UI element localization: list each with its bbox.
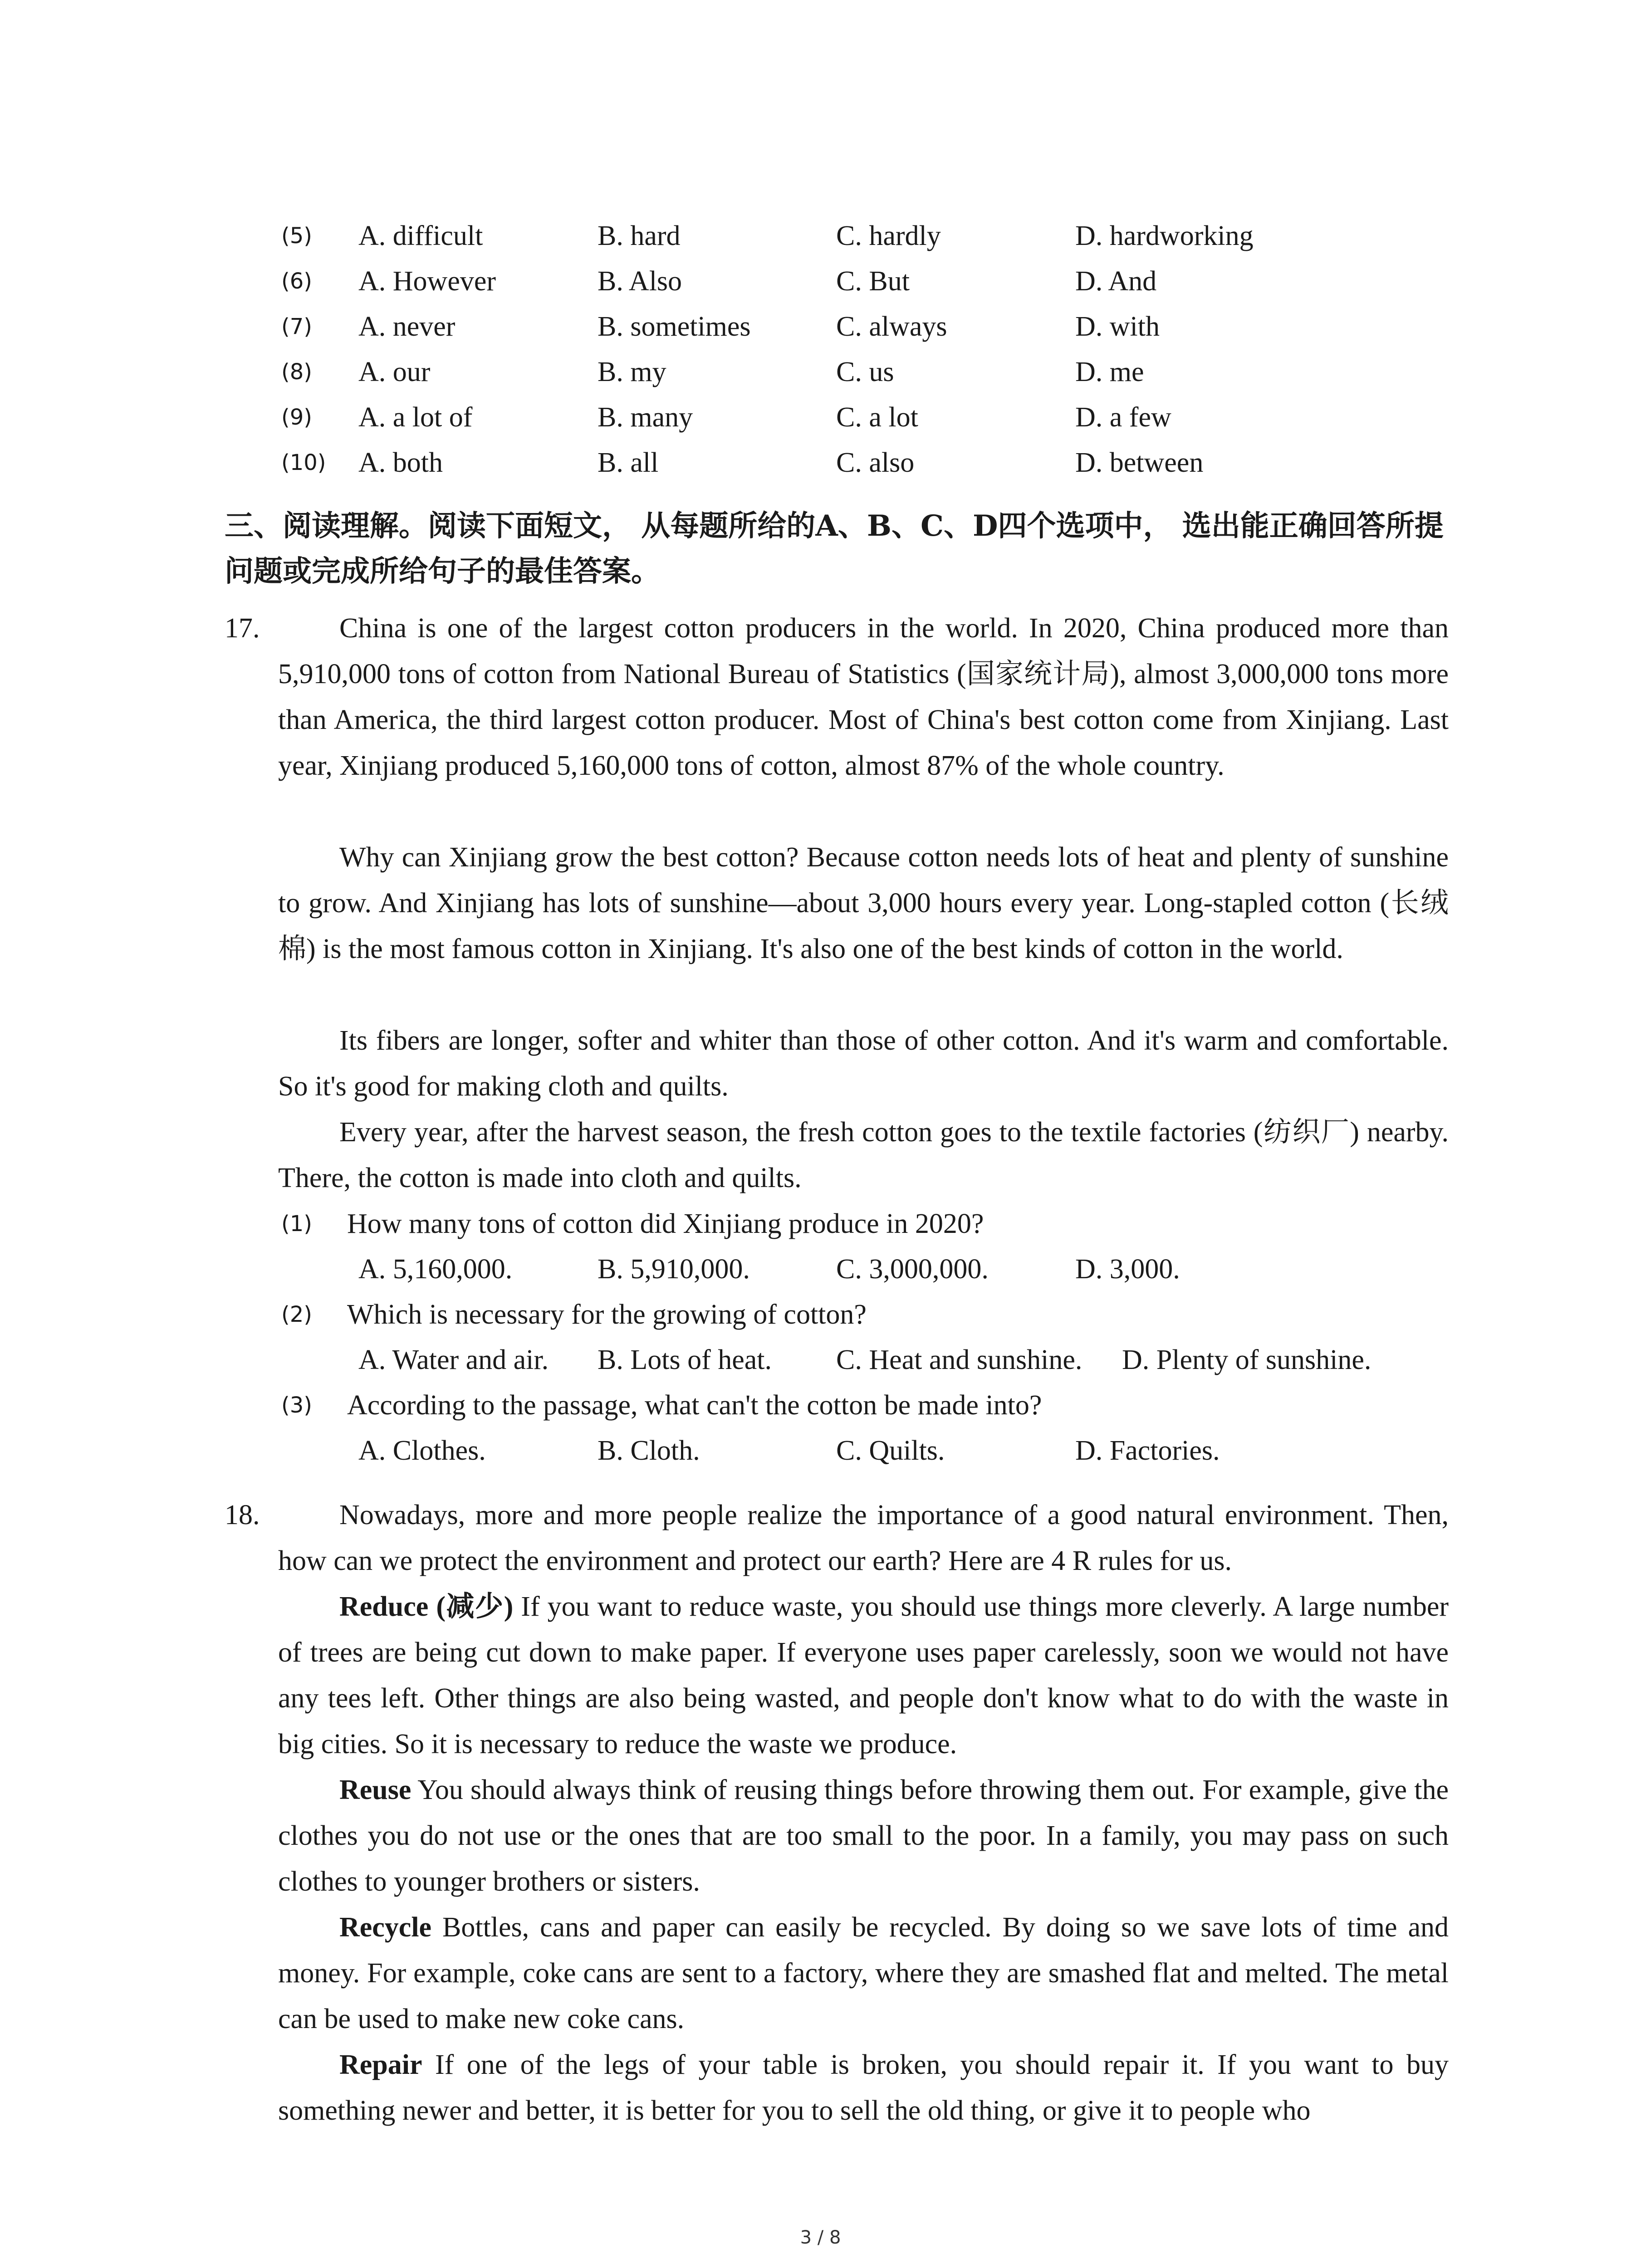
page-number: 3 / 8 <box>800 2227 841 2248</box>
option-number: (5) <box>281 223 312 249</box>
option-row <box>281 440 1416 485</box>
option-a: A. both <box>358 447 443 478</box>
option-c: C. But <box>836 266 910 297</box>
option-b: B. 5,910,000. <box>598 1254 750 1285</box>
option-row <box>281 259 1416 304</box>
option-number: (10) <box>281 450 326 475</box>
option-d: D. me <box>1075 357 1144 387</box>
option-c: C. also <box>836 447 915 478</box>
option-b: B. Also <box>598 266 682 297</box>
section-heading: 三、阅读理解。阅读下面短文， 从每题所给的A、B、C、D四个选项中， 选出能正确回答所提问题或完成所给句子的最佳答案。 <box>225 509 1444 588</box>
option-b: B. hard <box>598 220 681 251</box>
option-row <box>281 395 1416 440</box>
passage-18-intro <box>278 1492 1449 1584</box>
passage-17-paragraph-3 <box>278 1018 1449 1110</box>
paragraph-text: Its fibers are longer, softer and whiter than those of other cotton. And it's warm and comfortable. So it's good for making cloth and quilts. <box>278 1025 1449 1102</box>
option-d: D. a few <box>1075 402 1171 433</box>
question-number-18: 18. <box>225 1500 260 1530</box>
option-d: D. with <box>1075 311 1160 342</box>
option-b: B. all <box>598 447 659 478</box>
rule-term: Reduce (减少) <box>339 1591 514 1622</box>
paragraph-text: China is one of the largest cotton producers in the world. In 2020, China produced more than 5,910,000 tons of cotton from National Bureau of Statistics (国家统计局), almost 3,000,000 tons more than America, the third largest cotton producer. Most of China's best cotton come from Xinjiang. Last year, Xinjiang produced 5,160,000 tons of cotton, almost 87% of the whole country. <box>278 613 1449 781</box>
passage-17-paragraph-2 <box>278 835 1449 972</box>
option-c: C. us <box>836 357 894 387</box>
option-b: B. my <box>598 357 666 387</box>
question-number-17: 17. <box>225 613 260 644</box>
option-a: A. never <box>358 311 456 342</box>
option-number: (6) <box>281 269 312 294</box>
sub-question-text: According to the passage, what can't the cotton be made into? <box>347 1390 1042 1421</box>
sub-question-number: (2) <box>281 1302 312 1327</box>
rule-recycle <box>278 1905 1449 2042</box>
option-a: A. Water and air. <box>358 1344 549 1375</box>
option-c: C. Heat and sunshine. <box>836 1344 1083 1375</box>
option-row <box>281 213 1416 259</box>
option-d: D. 3,000. <box>1075 1254 1180 1285</box>
sub-question-text: How many tons of cotton did Xinjiang produce in 2020? <box>347 1208 984 1239</box>
sub-question-number: (1) <box>281 1211 312 1237</box>
option-row <box>281 349 1416 395</box>
answer-options <box>281 1428 1416 1473</box>
option-number: (9) <box>281 405 312 430</box>
option-number: (7) <box>281 314 312 339</box>
option-row <box>281 304 1416 349</box>
rule-text: Bottles, cans and paper can easily be recycled. By doing so we save lots of time and money. For example, coke cans are sent to a factory, where they are smashed flat and melted. The metal can be used to make new coke cans. <box>278 1912 1449 2034</box>
rule-term: Recycle <box>339 1912 432 1943</box>
passage-17-paragraph-1 <box>278 606 1449 789</box>
option-a: A. our <box>358 357 431 387</box>
option-d: D. Factories. <box>1075 1435 1220 1466</box>
rule-text: If one of the legs of your table is broken, you should repair it. If you want to buy something newer and better, it is better for you to sell the old thing, or give it to people who <box>278 2049 1449 2126</box>
answer-options <box>281 1337 1416 1383</box>
sub-question-text: Which is necessary for the growing of cotton? <box>347 1299 867 1330</box>
option-b: B. Lots of heat. <box>598 1344 772 1375</box>
option-a: A. However <box>358 266 496 297</box>
option-c: C. a lot <box>836 402 918 433</box>
option-b: B. many <box>598 402 693 433</box>
option-b: B. sometimes <box>598 311 751 342</box>
sub-question <box>281 1383 1416 1428</box>
option-a: A. a lot of <box>358 402 473 433</box>
rule-reduce <box>278 1584 1449 1767</box>
option-c: C. 3,000,000. <box>836 1254 989 1285</box>
option-d: D. hardworking <box>1075 220 1254 251</box>
option-d: D. And <box>1075 266 1157 297</box>
rule-text: If you want to reduce waste, you should use things more cleverly. A large number of trees are being cut down to make paper. If everyone uses paper carelessly, soon we would not have any tees left. Other things are also being wasted, and people don't know what to do with the waste in big cities. So it is necessary to reduce the waste we produce. <box>278 1591 1449 1760</box>
rule-reuse <box>278 1767 1449 1905</box>
option-a: A. difficult <box>358 220 483 251</box>
answer-options <box>281 1246 1416 1292</box>
sub-question <box>281 1201 1416 1246</box>
sub-question <box>281 1292 1416 1337</box>
option-d: D. between <box>1075 447 1204 478</box>
option-c: C. hardly <box>836 220 941 251</box>
option-c: C. always <box>836 311 947 342</box>
rule-term: Repair <box>339 2049 422 2080</box>
option-a: A. 5,160,000. <box>358 1254 513 1285</box>
rule-text: You should always think of reusing things before throwing them out. For example, give the clothes you do not use or the ones that are too small to the poor. In a family, you may pass on such clothes to younger brothers or sisters. <box>278 1774 1449 1897</box>
sub-question-number: (3) <box>281 1393 312 1418</box>
option-d: D. Plenty of sunshine. <box>1122 1344 1372 1375</box>
passage-17-paragraph-4 <box>278 1110 1449 1201</box>
option-c: C. Quilts. <box>836 1435 945 1466</box>
paragraph-text: Every year, after the harvest season, the fresh cotton goes to the textile factories (纺织厂) nearby. There, the cotton is made into cloth and quilts. <box>278 1117 1449 1193</box>
option-b: B. Cloth. <box>598 1435 700 1466</box>
option-number: (8) <box>281 359 312 385</box>
paragraph-text: Why can Xinjiang grow the best cotton? Because cotton needs lots of heat and plenty of sunshine to grow. And Xinjiang has lots of sunshine—about 3,000 hours every year. Long-stapled cotton (长绒棉) is the most famous cotton in Xinjiang. It's also one of the best kinds of cotton in the world. <box>278 842 1449 964</box>
option-a: A. Clothes. <box>358 1435 486 1466</box>
rule-term: Reuse <box>339 1774 411 1805</box>
rule-repair <box>278 2042 1449 2134</box>
paragraph-text: Nowadays, more and more people realize the importance of a good natural environment. Then, how can we protect the environment and protect our earth? Here are 4 R rules for us. <box>278 1500 1449 1576</box>
